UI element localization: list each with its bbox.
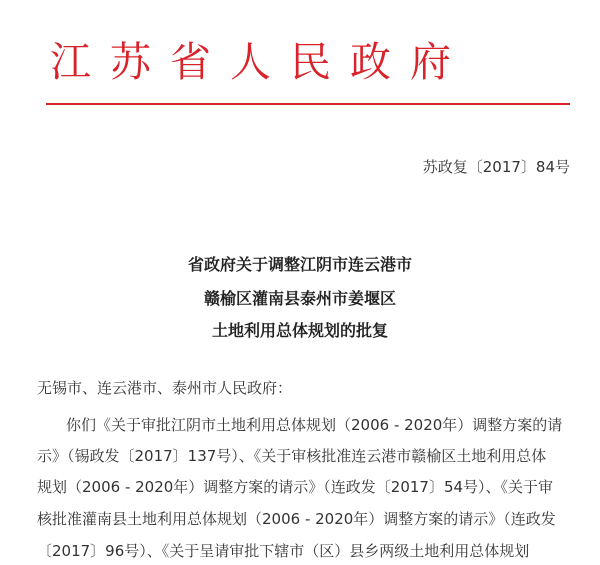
subject-line-2: 赣榆区灌南县泰州市姜堰区 xyxy=(203,289,396,308)
document-number: 苏政复〔2017〕84号 xyxy=(422,158,570,176)
body-line: 示》（锡政发〔2017〕137号）、《关于审核批准连云港市赣榆区土地利用总体 xyxy=(37,447,547,465)
body-line: 核批准灌南县土地利用总体规划（2006 - 2020年）调整方案的请示》（连政发 xyxy=(37,510,556,528)
addressee: 无锡市、连云港市、泰州市人民政府： xyxy=(37,379,293,397)
body-line: 你们《关于审批江阴市土地利用总体规划（2006 - 2020年）调整方案的请 xyxy=(66,416,563,434)
issuer-header: 江苏省人民政府 xyxy=(50,38,470,86)
subject-line-3: 土地利用总体规划的批复 xyxy=(211,321,388,340)
body-line: 〔2017〕96号）、《关于呈请审批下辖市（区）县乡两级土地利用总体规划 xyxy=(37,542,530,560)
subject-line-1: 省政府关于调整江阴市连云港市 xyxy=(187,255,412,274)
header-red-rule xyxy=(46,103,570,105)
body-line: 规划（2006 - 2020年）调整方案的请示》（连政发〔2017〕54号）、《关于审 xyxy=(37,478,554,496)
